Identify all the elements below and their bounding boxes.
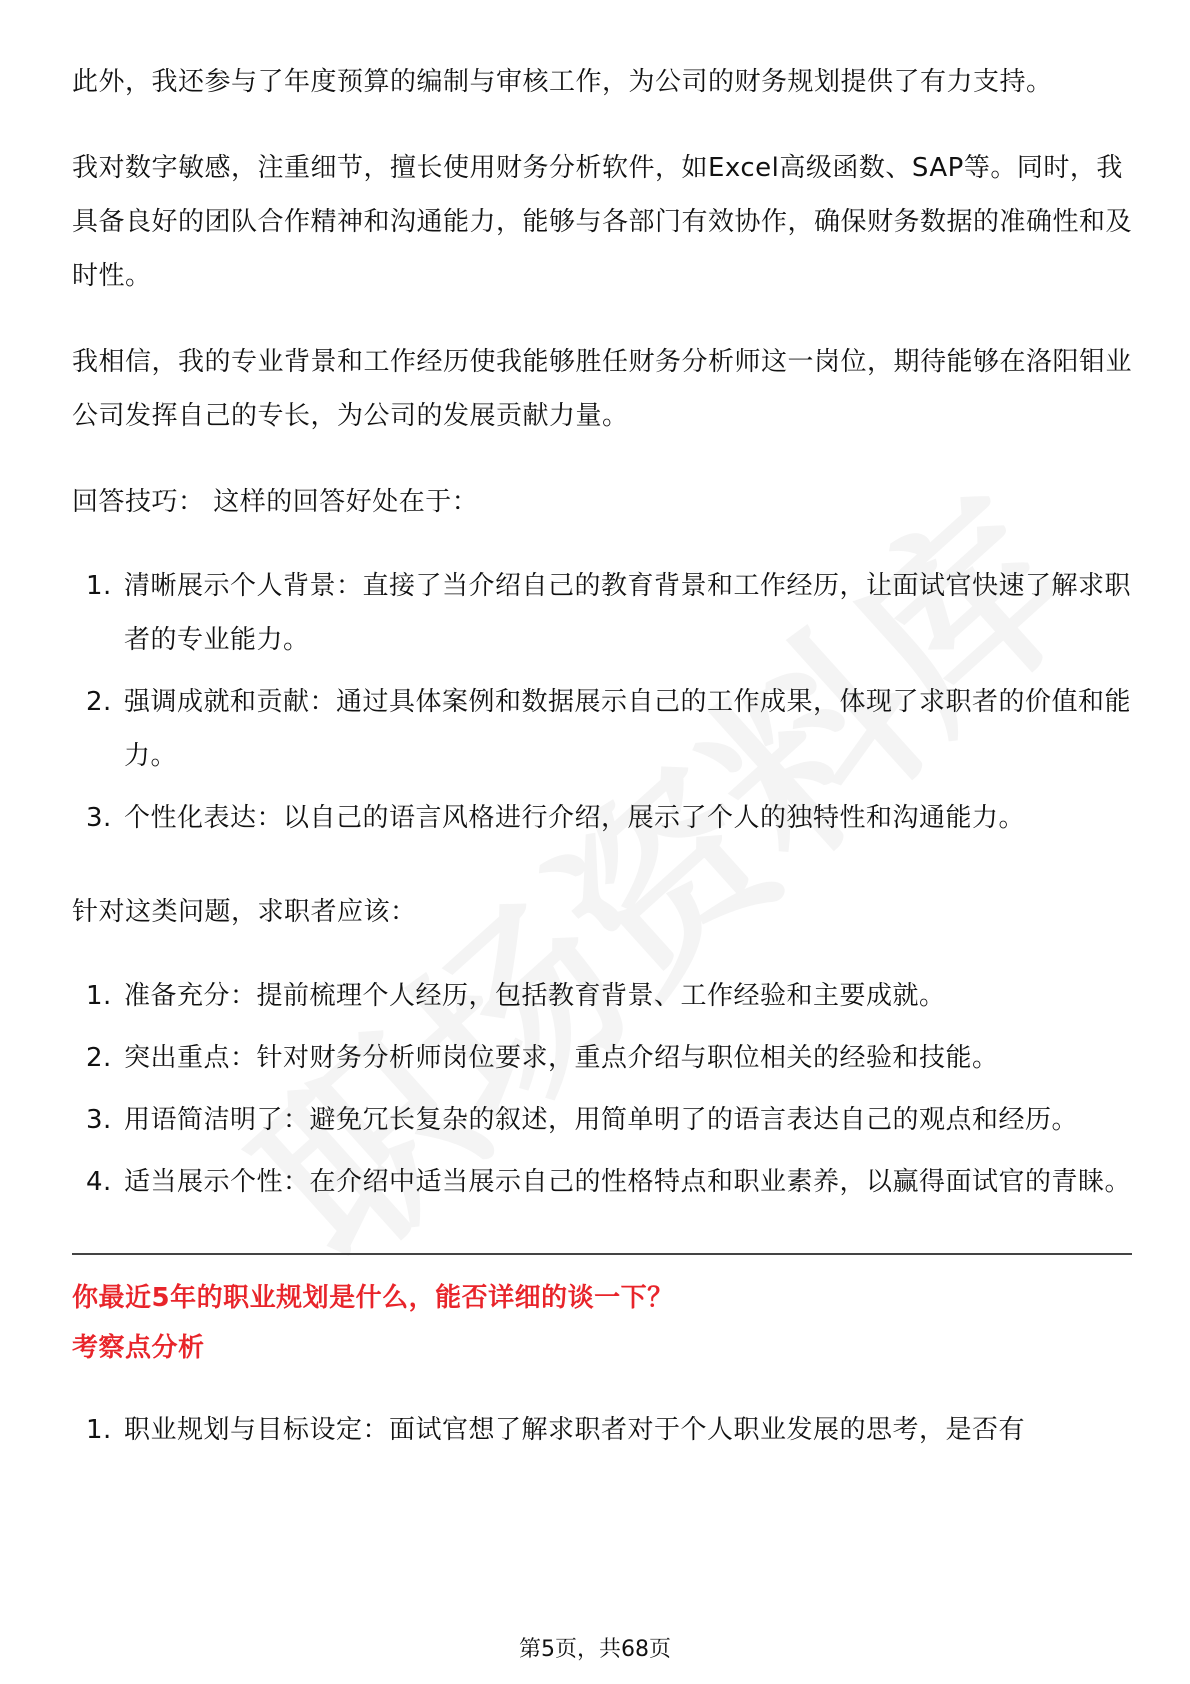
- list-text: 用语简洁明了：避免冗长复杂的叙述，用简单明了的语言表达自己的观点和经历。: [124, 1105, 1079, 1135]
- list-number: 4.: [86, 1167, 112, 1197]
- list-number: 1.: [86, 571, 112, 601]
- analysis-list: [72, 1403, 1132, 1457]
- analysis-heading: 考察点分析: [72, 1333, 205, 1363]
- list-number: 1.: [86, 981, 112, 1011]
- section-divider: [72, 1253, 1132, 1255]
- tips-heading: 回答技巧： 这样的回答好处在于：: [72, 487, 479, 517]
- page-content: [72, 55, 1132, 1465]
- paragraph-conclusion: 我相信，我的专业背景和工作经历使我能够胜任财务分析师这一岗位，期待能够在洛阳钼业公司发挥自己的专长，为公司的发展贡献力量。: [72, 347, 1133, 431]
- tips-list: [72, 559, 1132, 845]
- list-number: 2.: [86, 687, 112, 717]
- question-title: 你最近5年的职业规划是什么，能否详细的谈一下？: [72, 1283, 674, 1313]
- list-text: 准备充分：提前梳理个人经历，包括教育背景、工作经验和主要成就。: [124, 981, 946, 1011]
- should-list: [72, 969, 1132, 1209]
- list-item: [72, 559, 1132, 667]
- paragraph-budget: 此外，我还参与了年度预算的编制与审核工作，为公司的财务规划提供了有力支持。: [72, 67, 1053, 97]
- list-item: [72, 1403, 1132, 1457]
- list-item: [72, 1031, 1132, 1085]
- list-item: [72, 791, 1132, 845]
- list-item: [72, 1155, 1132, 1209]
- should-heading: 针对这类问题，求职者应该：: [72, 897, 417, 927]
- list-number: 3.: [86, 1105, 112, 1135]
- list-item: [72, 675, 1132, 783]
- list-text: 适当展示个性：在介绍中适当展示自己的性格特点和职业素养，以赢得面试官的青睐。: [124, 1167, 1132, 1197]
- paragraph-skills: 我对数字敏感，注重细节，擅长使用财务分析软件，如Excel高级函数、SAP等。同时，我具备良好的团队合作精神和沟通能力，能够与各部门有效协作，确保财务数据的准确性和及时性。: [72, 153, 1133, 291]
- list-item: [72, 969, 1132, 1023]
- list-item: [72, 1093, 1132, 1147]
- list-text: 个性化表达：以自己的语言风格进行介绍，展示了个人的独特性和沟通能力。: [124, 803, 1026, 833]
- page-footer: 第5页，共68页: [519, 1637, 671, 1662]
- list-text: 强调成就和贡献：通过具体案例和数据展示自己的工作成果，体现了求职者的价值和能力。: [124, 687, 1132, 771]
- list-number: 1.: [86, 1415, 112, 1445]
- list-text: 职业规划与目标设定：面试官想了解求职者对于个人职业发展的思考，是否有: [124, 1415, 1026, 1445]
- list-number: 2.: [86, 1043, 112, 1073]
- list-text: 清晰展示个人背景：直接了当介绍自己的教育背景和工作经历，让面试官快速了解求职者的专业能力。: [124, 571, 1132, 655]
- list-text: 突出重点：针对财务分析师岗位要求，重点介绍与职位相关的经验和技能。: [124, 1043, 999, 1073]
- list-number: 3.: [86, 803, 112, 833]
